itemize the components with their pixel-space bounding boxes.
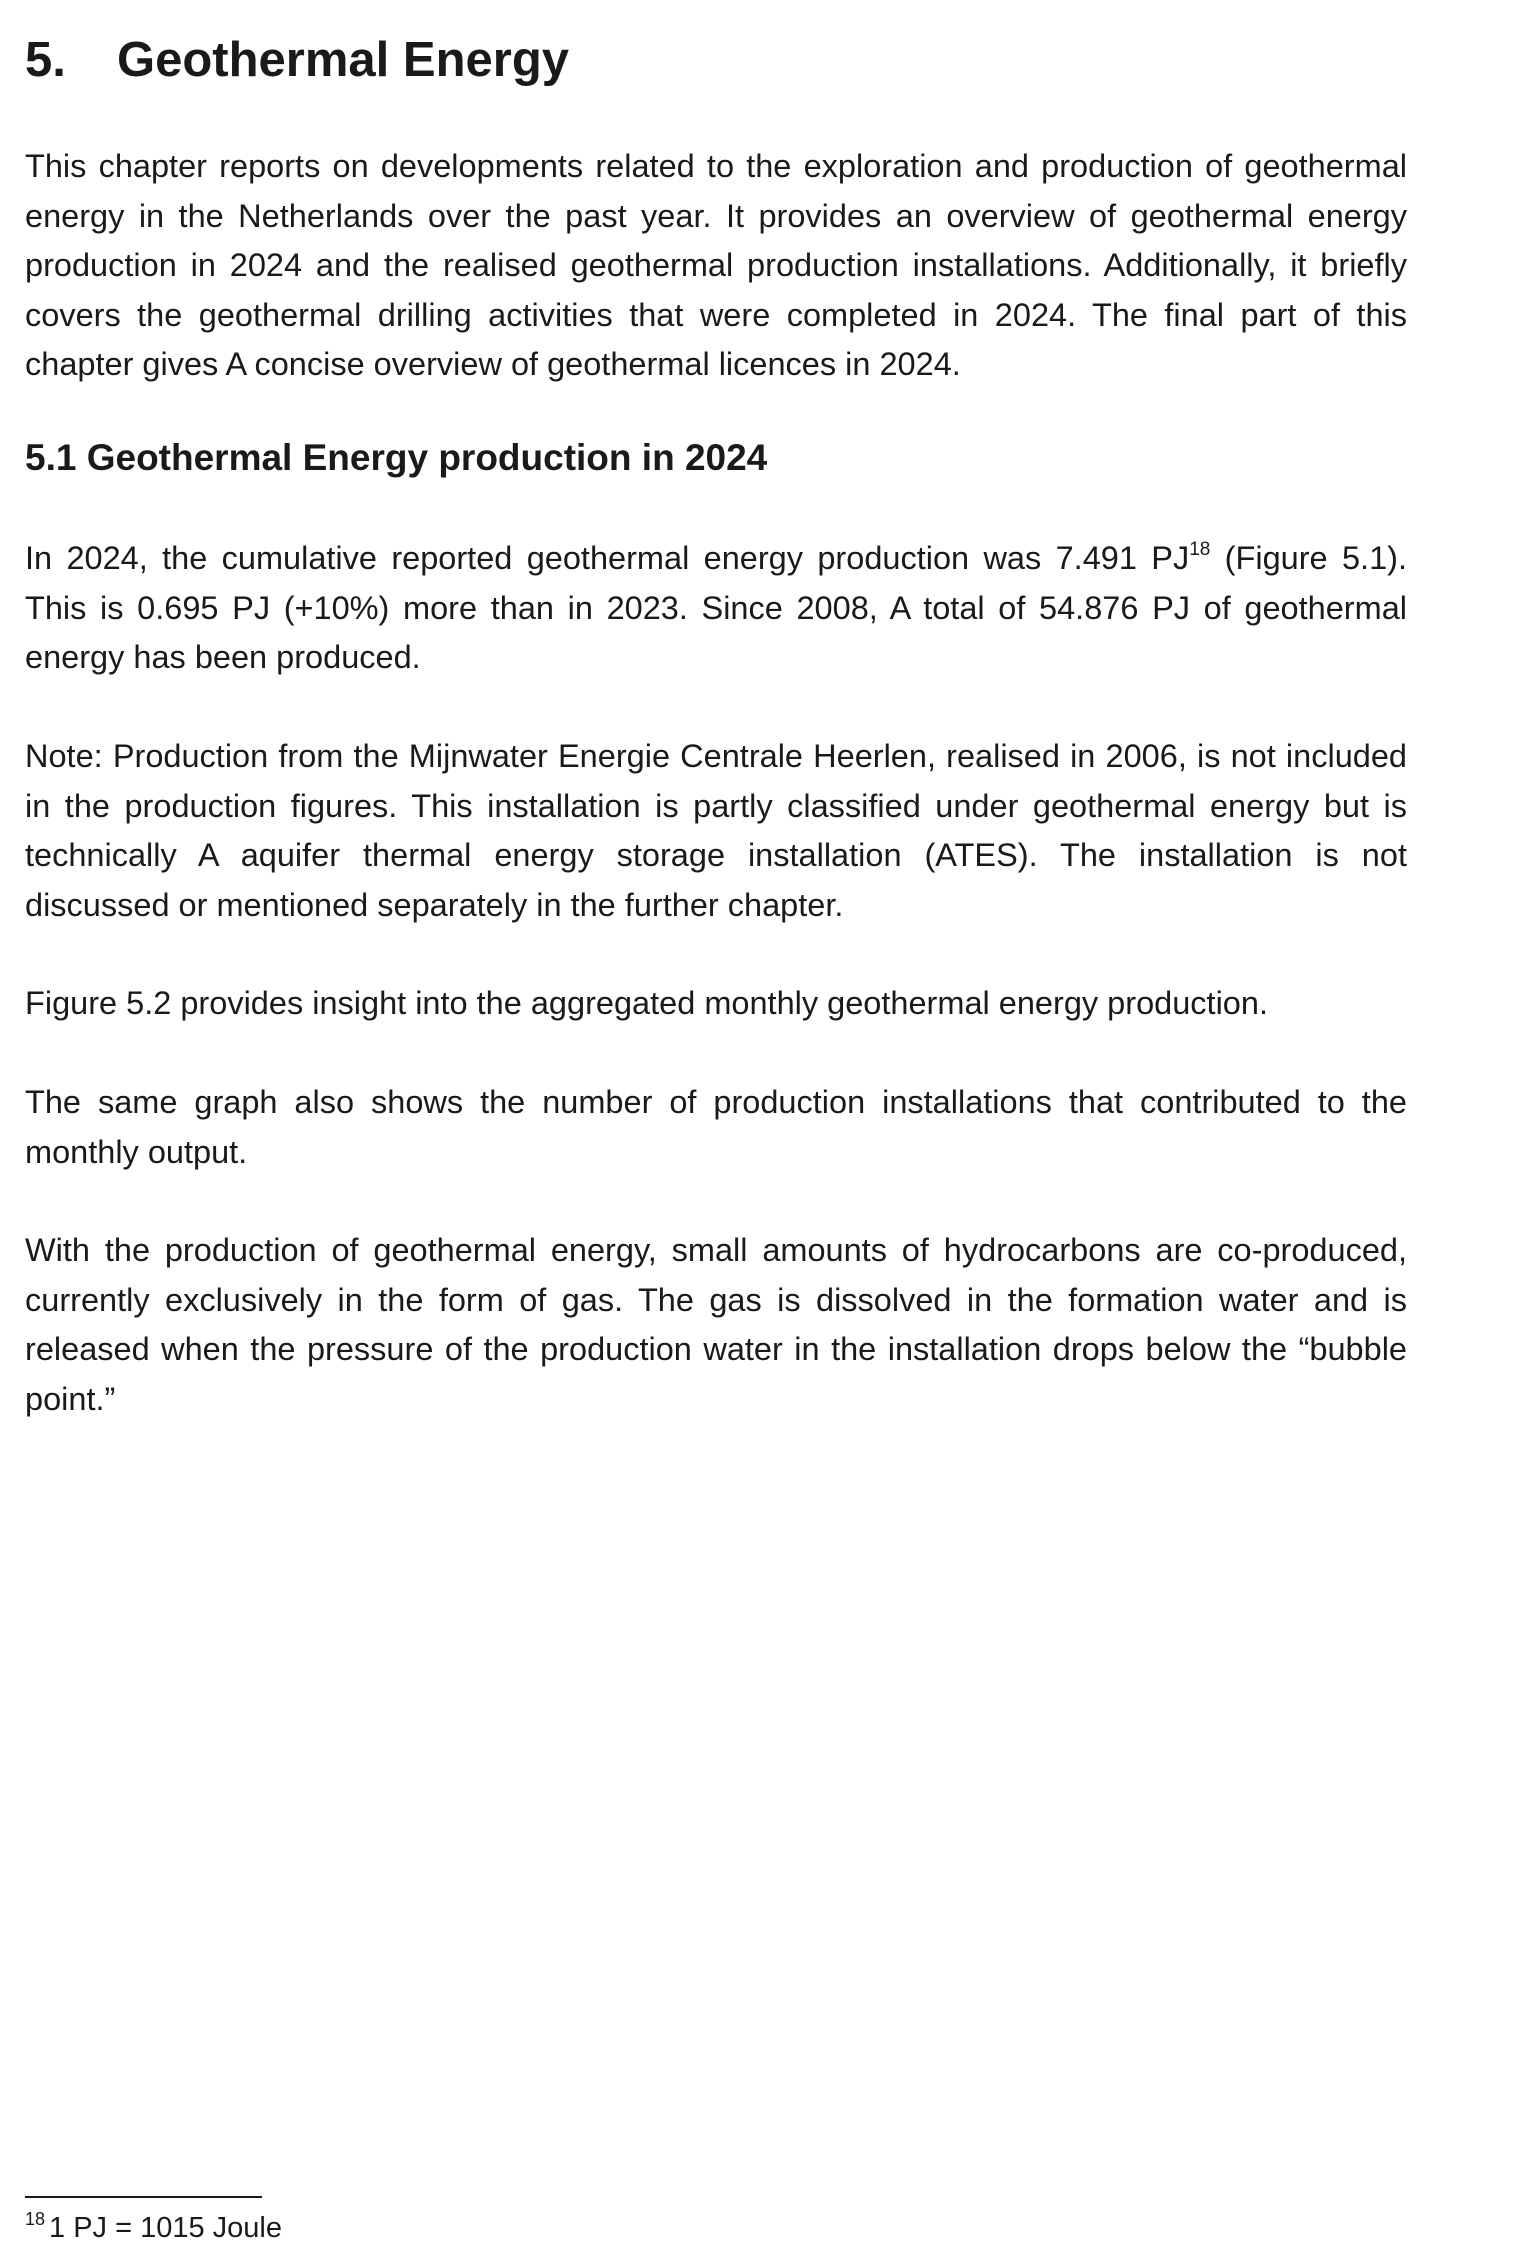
footnote-divider	[25, 2196, 262, 2198]
production-text: In 2024, the cumulative reported geothermal energy production was 7.491 PJ	[25, 540, 1190, 576]
chapter-title	[25, 30, 569, 90]
graph-paragraph: The same graph also shows the number of production installations that contributed to the monthly output.	[25, 1084, 1407, 1170]
gas-paragraph: With the production of geothermal energy, small amounts of hydrocarbons are co-produced, currently exclusively in the form of gas. The gas is dissolved in the formation water and is released when the pressure of the production water in the installation drops below the “bubble point.”	[25, 1232, 1407, 1417]
production-text-continued: (Figure 5.1). This is 0.695 PJ (+10%) more than in 2023. Since 2008, A total of 54.876 PJ of geothermal energy has been produced.	[25, 540, 1407, 675]
footnote-number: 18	[25, 2209, 46, 2229]
chapter-title-text: Geothermal Energy	[117, 33, 570, 87]
note-paragraph: Note: Production from the Mijnwater Energie Centrale Heerlen, realised in 2006, is not included in the production figures. This installation is partly classified under geothermal energy but is technically A aquifer thermal energy storage installation (ATES). The installation is not discussed or mentioned separately in the further chapter.	[25, 738, 1407, 923]
footnote-text: 1 PJ = 1015 Joule	[49, 2212, 283, 2244]
production-paragraph	[25, 534, 1407, 683]
footnote-reference[interactable]: 18	[1189, 539, 1211, 560]
footnote	[25, 2208, 282, 2248]
section-heading: 5.1 Geothermal Energy production in 2024	[25, 437, 768, 478]
intro-paragraph: This chapter reports on developments related to the exploration and production of geothermal energy in the Netherlands over the past year. It provides an overview of geothermal energy production in 2024 and the realised geothermal production installations. Additionally, it briefly covers the geothermal drilling activities that were completed in 2024. The final part of this chapter gives A concise overview of geothermal licences in 2024.	[25, 148, 1407, 382]
figure-paragraph: Figure 5.2 provides insight into the aggregated monthly geothermal energy production.	[25, 985, 1268, 1021]
chapter-number: 5.	[25, 33, 66, 87]
